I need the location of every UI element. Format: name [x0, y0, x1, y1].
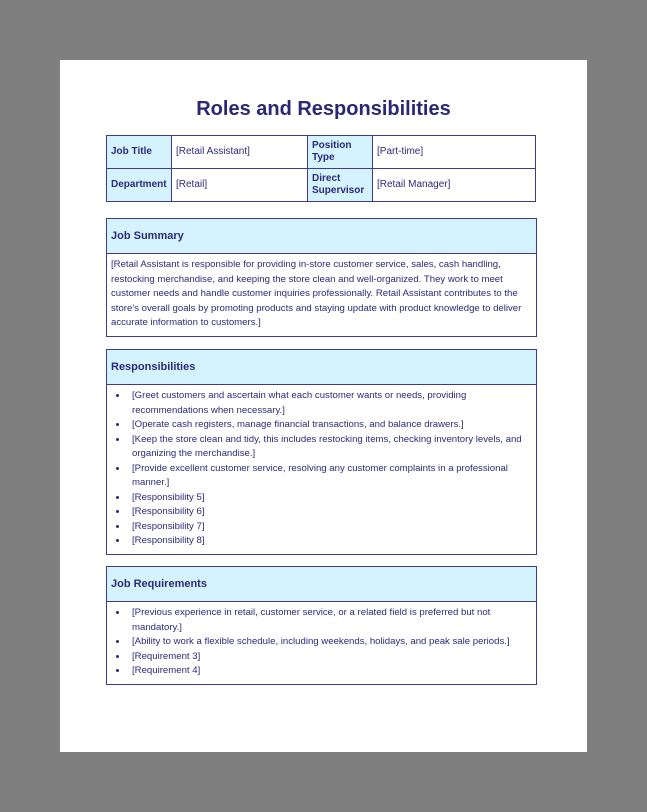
- list-item: • [Provide excellent customer service, resolving any customer complaints in a professional manner.]: [128, 462, 532, 491]
- job-requirements-list: [111, 606, 532, 679]
- page-title: Roles and Responsibilities: [196, 98, 451, 120]
- job-summary-heading: Job Summary: [107, 219, 536, 254]
- job-requirements-heading: Job Requirements: [107, 567, 536, 602]
- list-item: • [Operate cash registers, manage financial transactions, and balance drawers.]: [128, 418, 532, 433]
- table-row: [107, 136, 536, 169]
- job-summary-section: [106, 218, 537, 337]
- responsibilities-heading: Responsibilities: [107, 350, 536, 385]
- department-label: Department: [107, 169, 172, 202]
- responsibilities-list: [111, 389, 532, 549]
- list-item: • [Greet customers and ascertain what each customer wants or needs, providing recommendations when necessary.]: [128, 389, 532, 418]
- list-item: • [Ability to work a flexible schedule, including weekends, holidays, and peak sale periods.]: [128, 635, 532, 650]
- list-item: • [Keep the store clean and tidy, this includes restocking items, checking inventory levels, and organizing the merchandise.]: [128, 433, 532, 462]
- job-info-table: [106, 135, 536, 202]
- position-type-label: Position Type: [308, 136, 373, 169]
- direct-supervisor-label: Direct Supervisor: [308, 169, 373, 202]
- table-row: [107, 169, 536, 202]
- direct-supervisor-value: [Retail Manager]: [373, 169, 536, 202]
- position-type-value: [Part-time]: [373, 136, 536, 169]
- list-item: • [Responsibility 7]: [128, 520, 532, 535]
- list-item: • [Responsibility 5]: [128, 491, 532, 506]
- list-item: • [Responsibility 6]: [128, 505, 532, 520]
- list-item: • [Previous experience in retail, customer service, or a related field is preferred but not mandatory.]: [128, 606, 532, 635]
- list-item: • [Requirement 3]: [128, 650, 532, 665]
- responsibilities-section: [106, 349, 537, 555]
- department-value: [Retail]: [172, 169, 308, 202]
- job-title-value: [Retail Assistant]: [172, 136, 308, 169]
- job-summary-text: [Retail Assistant is responsible for providing in-store customer service, sales, cash handling, restocking merchandise, and keeping the store clean and well-organized. They work to meet customer needs and handle customer inquiries professionally. Retail Assistant contributes to the store's overall goals by promoting products and staying update with product knowledge to deliver accurate information to customers.]: [111, 259, 522, 328]
- list-item: • [Requirement 4]: [128, 664, 532, 679]
- job-title-label: Job Title: [107, 136, 172, 169]
- document-page: [60, 60, 587, 752]
- list-item: • [Responsibility 8]: [128, 534, 532, 549]
- job-requirements-section: [106, 566, 537, 685]
